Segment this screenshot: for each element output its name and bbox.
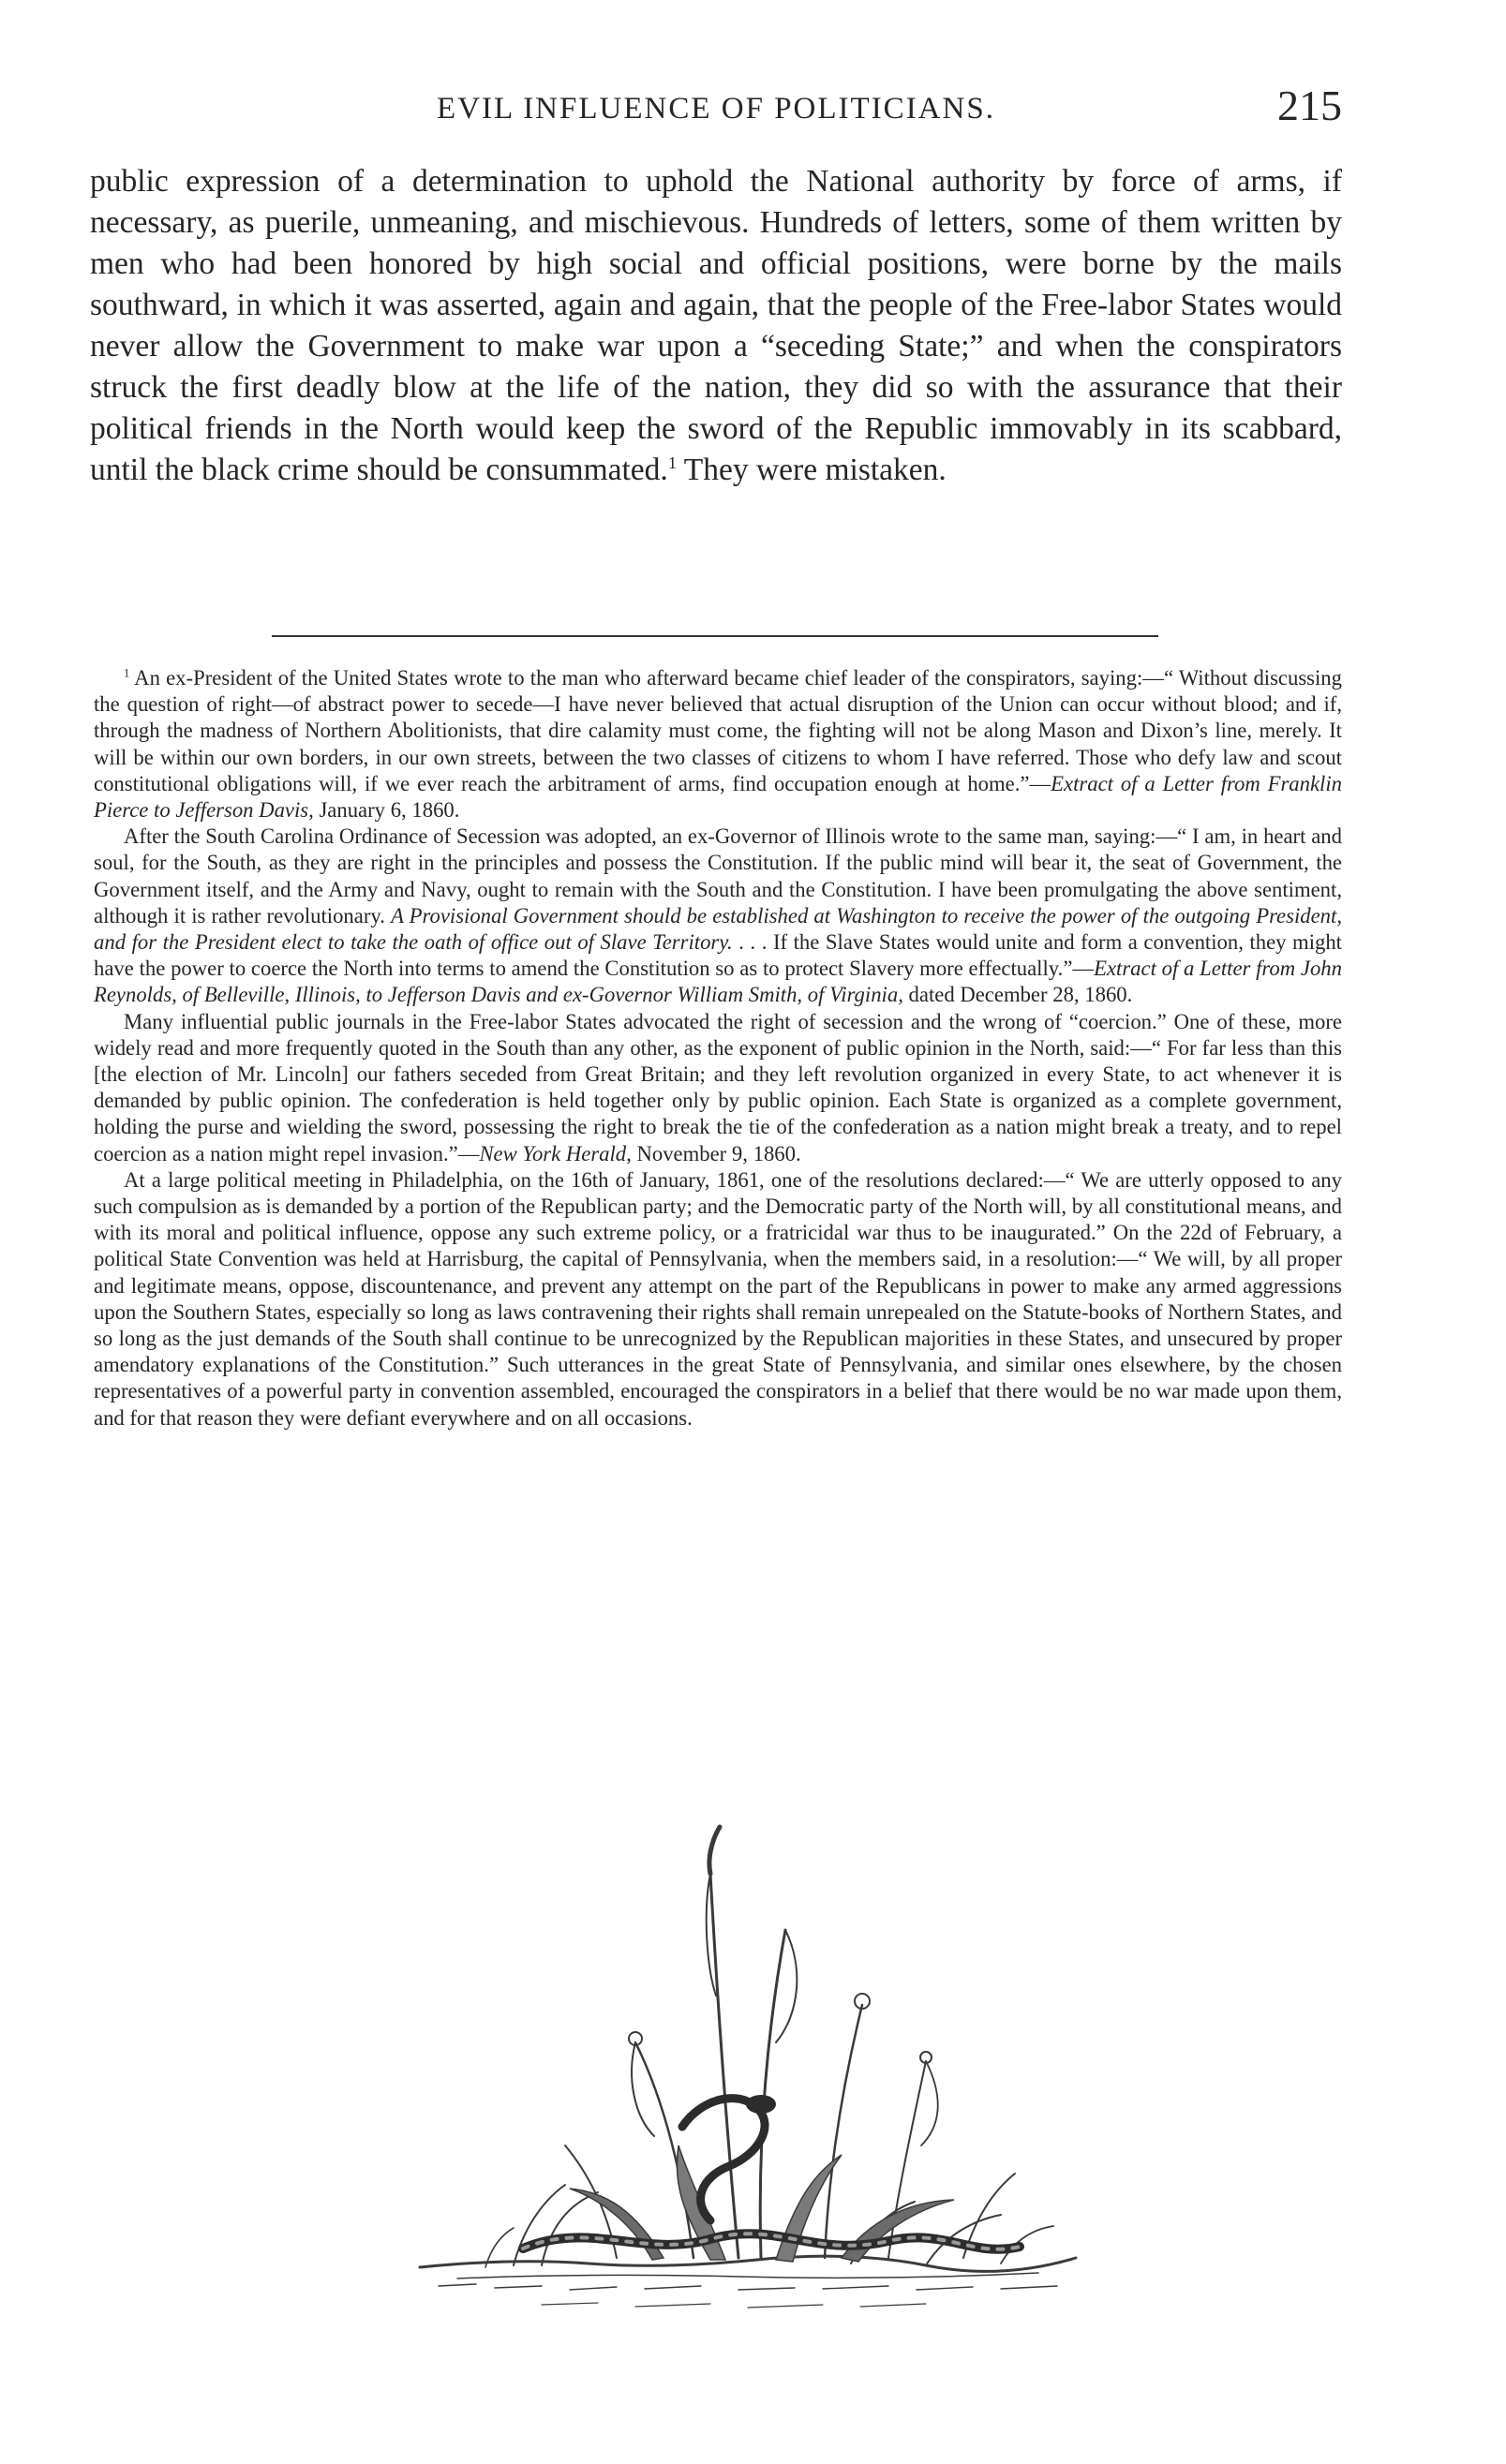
footnote-2: After the South Carolina Ordinance of Secession was adopted, an ex-Governor of Illinois wrote to the same man, saying:—“ I am, in heart and soul, for the South, as they are right in the principles and possess the Constitution. If the public mind will bear it, the seat of Government, the Government itself, and the Army and Navy, ought to remain with the South and the Constitution. I have been promulgating the above sentiment, although it is rather revolutionary. A Provisional Government should be established at Washington to receive the power of the outgoing President, and for the President elect to take the oath of office out of Slave Territory. . . . If the Slave States would unite and form a convention, they might have the power to coerce the North into terms to amend the Constitution so as to protect Slavery more effectually.”—Extract of a Letter from John Reynolds, of Belleville, Illinois, to Jefferson Davis and ex-Governor William Smith, of Virginia, dated December 28, 1860. [94,824,1342,1007]
footnote-marker: 1 [124,666,130,680]
running-title: EVIL INFLUENCE OF POLITICIANS. [437,92,995,126]
paragraph-text: public expression of a determination to uphold the National authority by force of arms, if necessary, as puerile, unmeaning, and mischievous. Hundreds of letters, some of them written by men who had been honored by high social and official positions, were borne by the mails southward, in which it was asserted, again and again, that the people of the Free-labor States would never allow the Government to make war upon a “seceding State;” and when the conspirators struck the first deadly blow at the life of the nation, they did so with the assurance that their political friends in the North would keep the sword of the Republic immovably in its scabbard, until the black crime should be consummated. [90,164,1342,487]
serpent-in-grass-vignette-icon [401,1818,1095,2342]
footnotes [94,665,1342,1432]
footnote-source: Extract of a Letter from Franklin Pierce to Jefferson Davis, [94,771,1343,823]
footnote-source: New York Herald, [479,1141,632,1165]
footnote-1: $^1$ An ex-President of the United States wrote to the man who afterward became chief leader of the conspirators, saying:—“ Without discussing the question of right—of abstract power to secede—I have never believed that actual disruption of the Union can occur without blood; and if, through the madness of Northern Abolitionists, that dire calamity must come, the fighting will not be along Mason and Dixon’s line, merely. It will be within our own borders, in our own streets, between the two classes of citizens to whom I have referred. Those who defy law and scout constitutional obligations will, if we ever reach the arbitrament of arms, find occupation enough at home.”—Extract of a Letter from Franklin Pierce to Jefferson Davis, January 6, 1860. [94,666,1343,823]
footnote-reference: 1 [667,453,678,472]
page-header [90,81,1342,137]
main-paragraph [90,161,1342,491]
footnote-divider [272,635,1158,637]
footnote-4: At a large political meeting in Philadelphia, on the 16th of January, 1861, one of the resolutions declared:—“ We are utterly opposed to any such compulsion as is demanded by a portion of the Republican party; and the Democratic party of the North will, by all constitutional means, and with its moral and political influence, oppose any such extreme policy, or a fratricidal war thus to be inaugurated.” On the 22d of February, a political State Convention was held at Harrisburg, the capital of Pennsylvania, when the members said, in a resolution:—“ We will, by all proper and legitimate means, oppose, discountenance, and prevent any attempt on the part of the Republicans in power to make any armed aggressions upon the Southern States, especially so long as laws contravening their rights shall remain unrepealed on the Statute-books of Northern States, and so long as the just demands of the South shall continue to be unrecognized by the Republican majorities in these States, and unsecured by proper amendatory explanations of the Constitution.” Such utterances in the great State of Pennsylvania, and similar ones elsewhere, by the chosen representatives of a powerful party in convention assembled, encouraged the conspirators in a belief that there would be no war made upon them, and for that reason they were defiant everywhere and on all occasions. [94,1167,1342,1430]
page-number: 215 [1277,82,1342,129]
paragraph-closing: They were mistaken. [677,453,947,487]
footnote-3: Many influential public journals in the Free-labor States advocated the right of secession and the wrong of “coercion.” One of these, more widely read and more frequently quoted in the South than any other, as the exponent of public opinion in the North, said:—“ For far less than this [the election of Mr. Lincoln] our fathers seceded from Great Britain; and they left revolution organized in every State, to act whenever it is demanded by public opinion. The confederation is held together only by public opinion. Each State is organized as a complete government, holding the purse and wielding the sword, possessing the right to break the tie of the confederation as a nation might break a treaty, and to repel coercion as a nation might repel invasion.”—New York Herald, November 9, 1860. [94,1009,1342,1165]
main-text [90,161,1342,491]
footnote-emphasis: A Provisional Government should be established at Washington to receive the power of the outgoing President, and for the President elect to take the oath of office out of Slave Territory. [94,903,1342,955]
footnote-source: Extract of a Letter from John Reynolds, of Belleville, Illinois, to Jefferson Davis and ex-Governor William Smith, of Virginia, [94,957,1342,1007]
